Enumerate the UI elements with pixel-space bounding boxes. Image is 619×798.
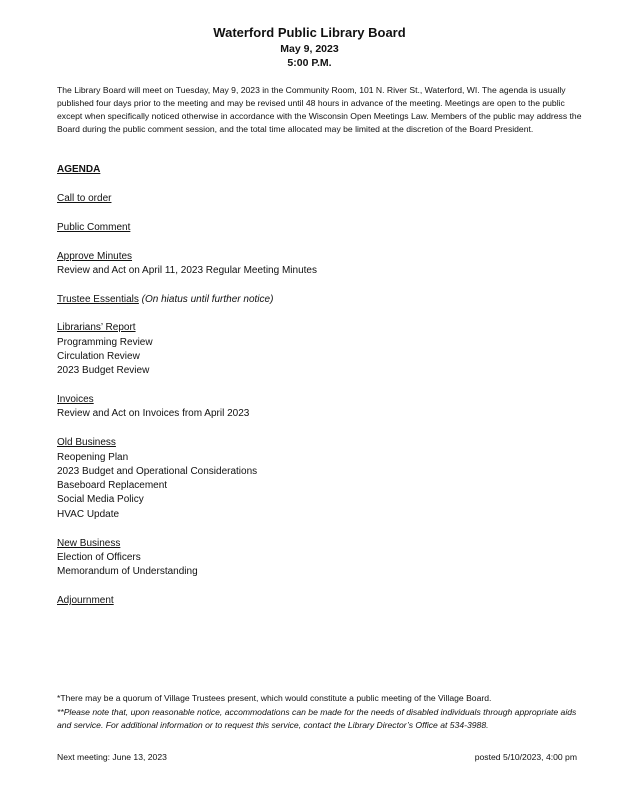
- meeting-time: 5:00 P.M.: [287, 57, 332, 69]
- agenda-section-adjournment: [57, 594, 577, 608]
- document-title: Waterford Public Library Board: [213, 25, 406, 40]
- agenda-item: Circulation Review: [57, 351, 140, 363]
- agenda-item: Programming Review: [57, 336, 153, 348]
- agenda-item: Election of Officers: [57, 551, 141, 563]
- agenda-item: 2023 Budget and Operational Considerations: [57, 465, 258, 477]
- agenda-item: HVAC Update: [57, 508, 120, 520]
- agenda-item: Review and Act on Invoices from April 2023: [57, 408, 250, 420]
- agenda: [57, 163, 577, 623]
- section-note: (On hiatus until further notice): [141, 293, 274, 305]
- agenda-section-approve-minutes: [57, 250, 577, 279]
- section-title: Approve Minutes: [57, 250, 133, 262]
- agenda-section-invoices: [57, 393, 577, 422]
- agenda-item: Review and Act on April 11, 2023 Regular Meeting Minutes: [57, 264, 317, 276]
- agenda-item: Baseboard Replacement: [57, 480, 168, 492]
- footnotes: [57, 692, 582, 733]
- section-title: New Business: [57, 537, 121, 549]
- footnote-accommodations: **Please note that, upon reasonable notice, accommodations can be made for the needs of disabled individuals through appropriate aids and service. For additional information or to request this service, contact the Library Director’s Office at 534-3988.: [57, 706, 577, 730]
- agenda-section-trustee-essentials: [57, 293, 577, 307]
- section-title: Invoices: [57, 394, 94, 406]
- section-title: Trustee Essentials: [57, 293, 139, 305]
- agenda-item: Social Media Policy: [57, 494, 144, 506]
- agenda-item: Reopening Plan: [57, 451, 129, 463]
- footnote-quorum: *There may be a quorum of Village Trustees present, which would constitute a public meeting of the Village Board.: [57, 693, 492, 703]
- agenda-section-call-to-order: [57, 192, 577, 206]
- agenda-item: Memorandum of Understanding: [57, 566, 198, 578]
- agenda-section-public-comment: [57, 221, 577, 235]
- agenda-section-librarians-report: [57, 321, 577, 378]
- agenda-section-new-business: [57, 537, 577, 580]
- agenda-section-old-business: [57, 436, 577, 522]
- section-title: Old Business: [57, 437, 116, 449]
- posted-date: posted 5/10/2023, 4:00 pm: [474, 752, 577, 762]
- intro-paragraph: The Library Board will meet on Tuesday, May 9, 2023 in the Community Room, 101 N. River St., Waterford, WI. The agenda is usually published four days prior to the meeting and may be revised until 48 hours in advance of the meeting. Meetings are open to the public except when specifically noticed otherwise in accordance with the Wisconsin Open Meetings Law. Members of the public may address the Board during the public comment session, and the total time allocated may be limited at the discretion of the Board President.: [57, 85, 582, 134]
- next-meeting: Next meeting: June 13, 2023: [57, 752, 167, 762]
- agenda-heading: AGENDA: [57, 164, 101, 175]
- section-title: Adjournment: [57, 594, 114, 606]
- meeting-date: May 9, 2023: [280, 43, 339, 55]
- section-title: Public Comment: [57, 221, 131, 233]
- section-title: Librarians’ Report: [57, 322, 136, 334]
- agenda-item: 2023 Budget Review: [57, 365, 150, 377]
- section-title: Call to order: [57, 193, 112, 204]
